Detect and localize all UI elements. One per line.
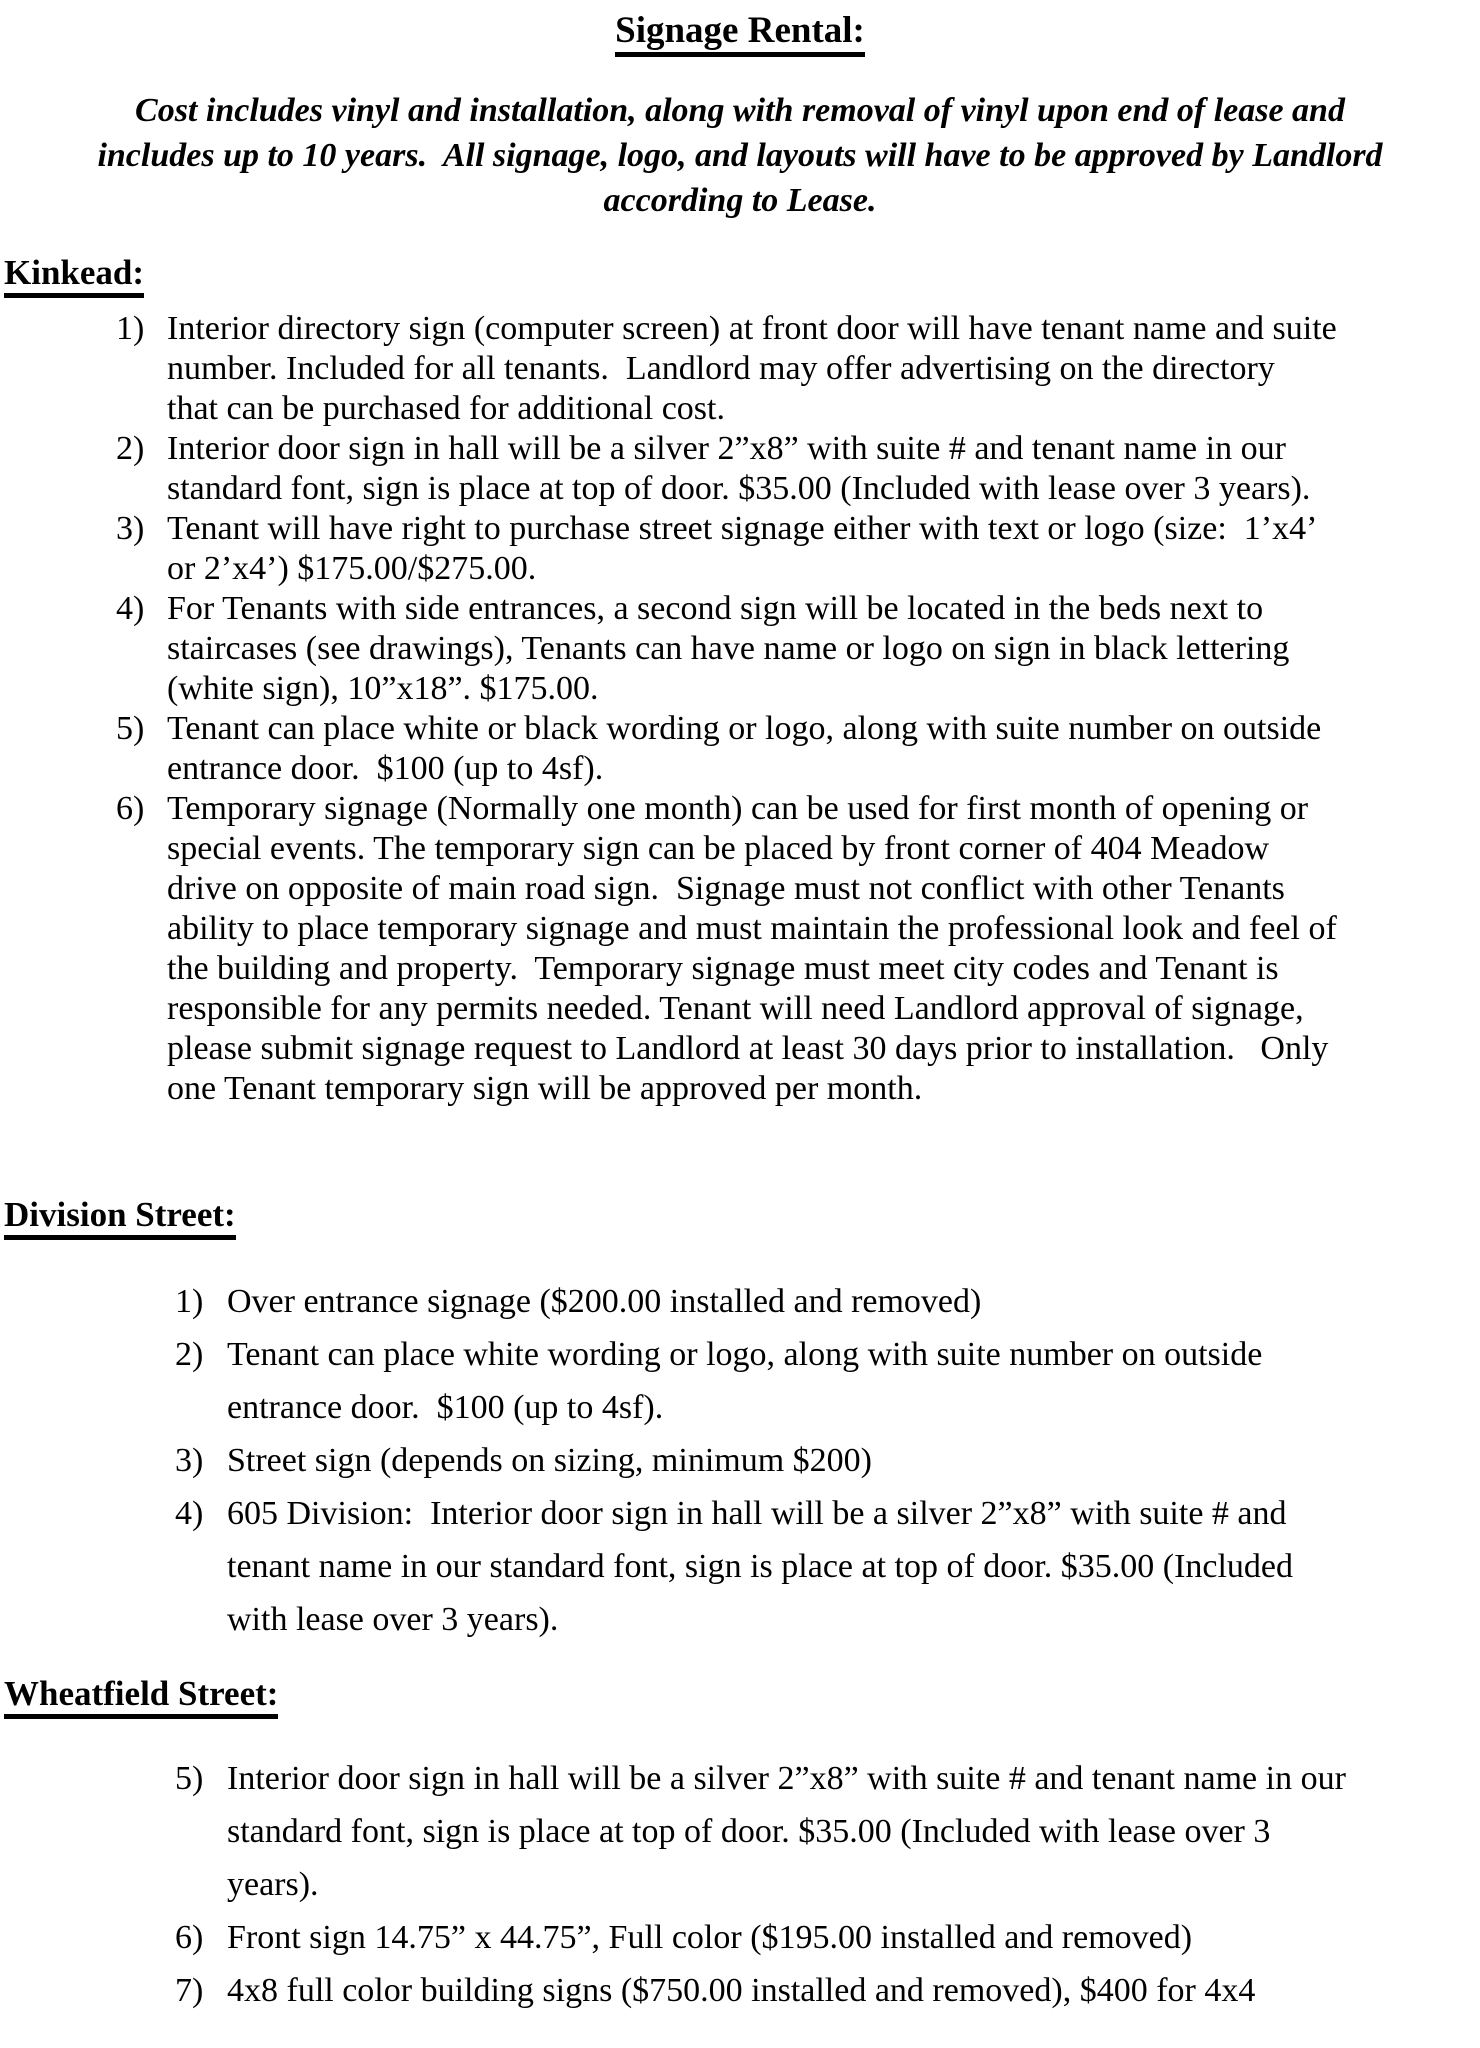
text-line: Front sign 14.75” x 44.75”, Full color ($195.00 installed and removed) [227, 1919, 1193, 1956]
text-line: Interior door sign in hall will be a silver 2”x8” with suite # and tenant name in our [227, 1760, 1346, 1797]
list-item [175, 1328, 1480, 1434]
item-text [227, 1964, 1255, 2017]
text-line: standard font, sign is place at top of door. $35.00 (Included with lease over 3 years). [167, 470, 1311, 507]
intro-line: according to Lease. [603, 182, 877, 219]
text-line: 4x8 full color building signs ($750.00 installed and removed), $400 for 4x4 [227, 1972, 1256, 2009]
text-line: Tenant will have right to purchase street signage either with text or logo (size: 1’x4’ [167, 510, 1318, 547]
text-line: one Tenant temporary sign will be approved per month. [167, 1070, 923, 1107]
text-line: drive on opposite of main road sign. Signage must not conflict with other Tenants [167, 870, 1285, 907]
list-item [116, 789, 1480, 1109]
section-heading-kinkead: Kinkead: [4, 251, 1480, 295]
list-item [175, 1911, 1480, 1964]
text-line: Interior directory sign (computer screen) at front door will have tenant name and suite [167, 310, 1337, 347]
item-number: 1) [175, 1283, 204, 1320]
item-number: 4) [116, 590, 145, 627]
item-text [227, 1911, 1192, 1964]
item-text [167, 509, 1317, 589]
text-line: entrance door. $100 (up to 4sf). [227, 1389, 664, 1426]
item-text [167, 589, 1289, 709]
item-text [227, 1752, 1346, 1911]
text-line: (white sign), 10”x18”. $175.00. [167, 670, 599, 707]
text-line: with lease over 3 years). [227, 1601, 559, 1638]
document-title [0, 0, 1480, 54]
item-number: 4) [175, 1495, 204, 1532]
intro-paragraph [0, 88, 1480, 223]
text-line: number. Included for all tenants. Landlord may offer advertising on the directory [167, 350, 1275, 387]
item-text [167, 789, 1337, 1109]
text-line: 605 Division: Interior door sign in hall will be a silver 2”x8” with suite # and [227, 1495, 1287, 1532]
text-line: entrance door. $100 (up to 4sf). [167, 750, 604, 787]
text-line: standard font, sign is place at top of door. $35.00 (Included with lease over 3 [227, 1813, 1271, 1850]
item-text [167, 709, 1321, 789]
text-line: special events. The temporary sign can be placed by front corner of 404 Meadow [167, 830, 1270, 867]
text-line: Tenant can place white or black wording or logo, along with suite number on outside [167, 710, 1322, 747]
item-number: 5) [175, 1760, 204, 1797]
item-number: 7) [175, 1972, 204, 2009]
section-heading-division-street: Division Street: [4, 1193, 1480, 1237]
section-heading-wheatfield-street: Wheatfield Street: [4, 1672, 1480, 1716]
item-number: 2) [116, 430, 145, 467]
text-line: ability to place temporary signage and must maintain the professional look and feel of [167, 910, 1337, 947]
item-text [167, 309, 1337, 429]
list-item [116, 709, 1480, 789]
intro-line: includes up to 10 years. All signage, logo, and layouts will have to be approved by Landlord [97, 137, 1383, 174]
list-item [116, 309, 1480, 429]
item-number: 3) [175, 1442, 204, 1479]
text-line: Tenant can place white wording or logo, along with suite number on outside [227, 1336, 1263, 1373]
text-line: years). [227, 1866, 319, 1903]
item-text [167, 429, 1310, 509]
list-item [175, 1487, 1480, 1646]
item-number: 5) [116, 710, 145, 747]
text-line: the building and property. Temporary signage must meet city codes and Tenant is [167, 950, 1279, 987]
list-item [175, 1275, 1480, 1328]
list-item [116, 509, 1480, 589]
text-line: For Tenants with side entrances, a second sign will be located in the beds next to [167, 590, 1264, 627]
list-item [116, 429, 1480, 509]
item-number: 6) [116, 790, 145, 827]
item-text [227, 1487, 1293, 1646]
kinkead-list [0, 309, 1480, 1109]
item-number: 3) [116, 510, 145, 547]
list-item [175, 1964, 1480, 2017]
text-line: Interior door sign in hall will be a silver 2”x8” with suite # and tenant name in our [167, 430, 1286, 467]
list-item [175, 1434, 1480, 1487]
item-number: 6) [175, 1919, 204, 1956]
list-item [175, 1752, 1480, 1911]
item-number: 1) [116, 310, 145, 347]
text-line: or 2’x4’) $175.00/$275.00. [167, 550, 537, 587]
text-line: Street sign (depends on sizing, minimum $200) [227, 1442, 872, 1479]
item-text [227, 1328, 1262, 1434]
division-street-list [0, 1275, 1480, 1646]
text-line: staircases (see drawings), Tenants can have name or logo on sign in black lettering [167, 630, 1290, 667]
text-line: that can be purchased for additional cost. [167, 390, 725, 427]
text-line: Temporary signage (Normally one month) can be used for first month of opening or [167, 790, 1309, 827]
text-line: tenant name in our standard font, sign is place at top of door. $35.00 (Included [227, 1548, 1294, 1585]
document-title-text: Signage Rental: [615, 10, 865, 57]
item-text [227, 1275, 981, 1328]
text-line: responsible for any permits needed. Tenant will need Landlord approval of signage, [167, 990, 1304, 1027]
item-text [227, 1434, 872, 1487]
text-line: please submit signage request to Landlord at least 30 days prior to installation. Only [167, 1030, 1329, 1067]
intro-line: Cost includes vinyl and installation, along with removal of vinyl upon end of lease and [135, 92, 1345, 129]
item-number: 2) [175, 1336, 204, 1373]
wheatfield-street-list [0, 1752, 1480, 2017]
list-item [116, 589, 1480, 709]
text-line: Over entrance signage ($200.00 installed and removed) [227, 1283, 982, 1320]
